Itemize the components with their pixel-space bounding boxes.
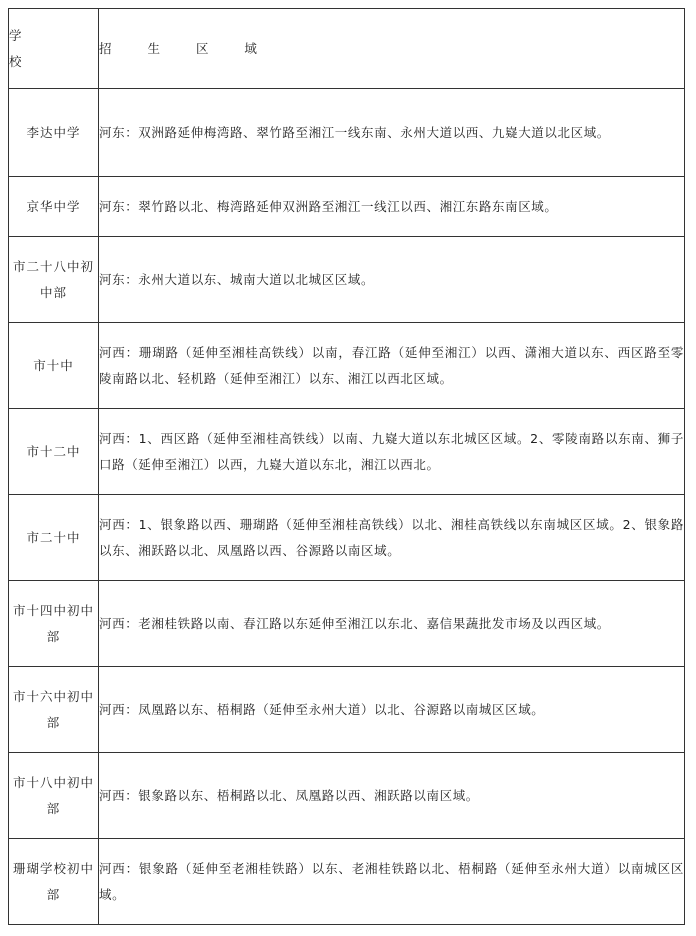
area-description: 河西：珊瑚路（延伸至湘桂高铁线）以南，春江路（延伸至湘江）以西、潇湘大道以东、西区路至零陵南路以北、轻机路（延伸至湘江）以东、湘江以西北区域。: [99, 323, 685, 409]
school-name: 京华中学: [9, 177, 99, 237]
area-description: 河东：永州大道以东、城南大道以北城区区域。: [99, 237, 685, 323]
table-row: [9, 667, 685, 753]
school-name: 市十八中初中部: [9, 753, 99, 839]
table-row: [9, 839, 685, 925]
school-name: 市十二中: [9, 409, 99, 495]
table-row: [9, 495, 685, 581]
area-description: 河西：老湘桂铁路以南、春江路以东延伸至湘江以东北、嘉信果蔬批发市场及以西区域。: [99, 581, 685, 667]
table-row: [9, 177, 685, 237]
area-description: 河西：凤凰路以东、梧桐路（延伸至永州大道）以北、谷源路以南城区区域。: [99, 667, 685, 753]
table-row: [9, 409, 685, 495]
area-description: 河西：银象路以东、梧桐路以北、凤凰路以西、湘跃路以南区域。: [99, 753, 685, 839]
school-name: 李达中学: [9, 89, 99, 177]
school-name: 市二十中: [9, 495, 99, 581]
table-row: [9, 237, 685, 323]
area-description: 河西：1、西区路（延伸至湘桂高铁线）以南、九嶷大道以东北城区区域。2、零陵南路以东南、狮子口路（延伸至湘江）以西，九嶷大道以东北，湘江以西北。: [99, 409, 685, 495]
table-row: [9, 323, 685, 409]
area-description: 河西：银象路（延伸至老湘桂铁路）以东、老湘桂铁路以北、梧桐路（延伸至永州大道）以南城区区域。: [99, 839, 685, 925]
table-header-row: [9, 9, 685, 89]
table-row: [9, 89, 685, 177]
header-school: 学 校: [9, 9, 99, 89]
school-name: 市十六中初中部: [9, 667, 99, 753]
table-row: [9, 581, 685, 667]
school-name: 市十中: [9, 323, 99, 409]
area-description: 河东：翠竹路以北、梅湾路延伸双洲路至湘江一线江以西、湘江东路东南区域。: [99, 177, 685, 237]
header-area: 招 生 区 域: [99, 9, 685, 89]
area-description: 河西：1、银象路以西、珊瑚路（延伸至湘桂高铁线）以北、湘桂高铁线以东南城区区域。2、银象路以东、湘跃路以北、凤凰路以西、谷源路以南区域。: [99, 495, 685, 581]
school-name: 市二十八中初中部: [9, 237, 99, 323]
area-description: 河东：双洲路延伸梅湾路、翠竹路至湘江一线东南、永州大道以西、九嶷大道以北区域。: [99, 89, 685, 177]
table-row: [9, 753, 685, 839]
enrollment-zone-table: [8, 8, 685, 925]
school-name: 珊瑚学校初中部: [9, 839, 99, 925]
school-name: 市十四中初中部: [9, 581, 99, 667]
